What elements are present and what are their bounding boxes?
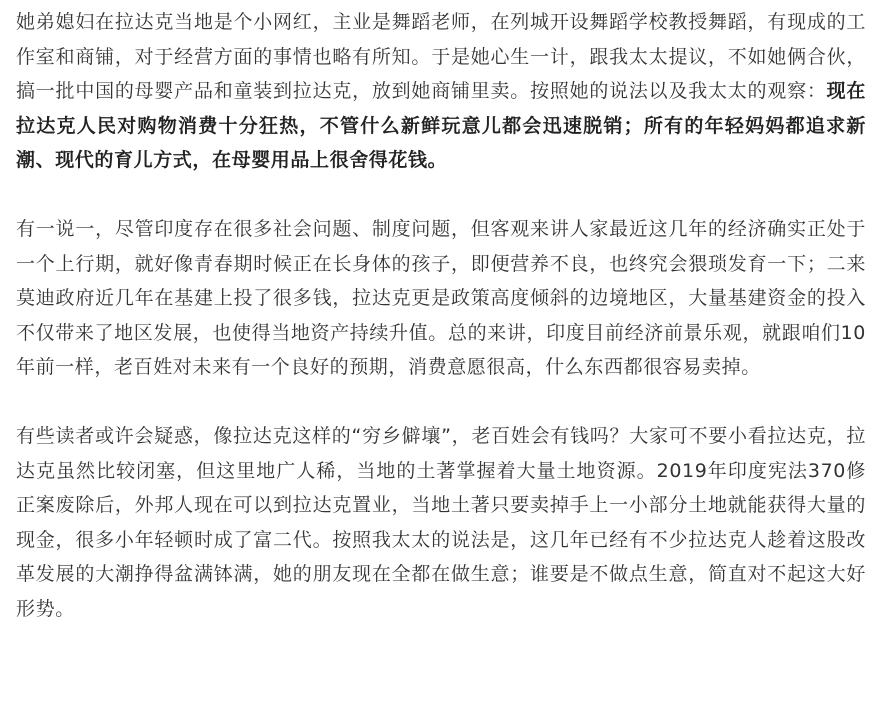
paragraph-1-text: 她弟媳妇在拉达克当地是个小网红，主业是舞蹈老师，在列城开设舞蹈学校教授舞蹈，有现成的工作室和商铺，对于经营方面的事情也略有所知。于是她心生一计，跟我太太提议，不如她俩合伙，搞一批中国的母婴产品和童装到拉达克，放到她商铺里卖。按照她的说法以及我太太的观察： — [16, 11, 866, 103]
article-body — [16, 5, 866, 627]
paragraph-1 — [16, 5, 866, 178]
paragraph-1-bold-text: 现在拉达克人民对购物消费十分狂热，不管什么新鲜玩意儿都会迅速脱销；所有的年轻妈妈都追求新潮、现代的育儿方式，在母婴用品上很舍得花钱。 — [16, 80, 866, 172]
paragraph-3 — [16, 419, 866, 627]
paragraph-3-text: 有些读者或许会疑惑，像拉达克这样的“穷乡僻壤”，老百姓会有钱吗？大家可不要小看拉达克，拉达克虽然比较闭塞，但这里地广人稀，当地的土著掌握着大量土地资源。2019年印度宪法370修正案废除后，外邦人现在可以到拉达克置业，当地土著只要卖掉手上一小部分土地就能获得大量的现金，很多小年轻顿时成了富二代。按照我太太的说法是，这几年已经有不少拉达克人趁着这股改革发展的大潮挣得盆满钵满，她的朋友现在全都在做生意；谁要是不做点生意，简直对不起这大好形势。 — [16, 424, 866, 620]
paragraph-2-text: 有一说一，尽管印度存在很多社会问题、制度问题，但客观来讲人家最近这几年的经济确实正处于一个上行期，就好像青春期时候正在长身体的孩子，即便营养不良，也终究会猥琐发育一下；二来莫迪政府近几年在基建上投了很多钱，拉达克更是政策高度倾斜的边境地区，大量基建资金的投入不仅带来了地区发展，也使得当地资产持续升值。总的来讲，印度目前经济前景乐观，就跟咱们10年前一样，老百姓对未来有一个良好的预期，消费意愿很高，什么东西都很容易卖掉。 — [16, 217, 866, 379]
paragraph-2 — [16, 212, 866, 385]
